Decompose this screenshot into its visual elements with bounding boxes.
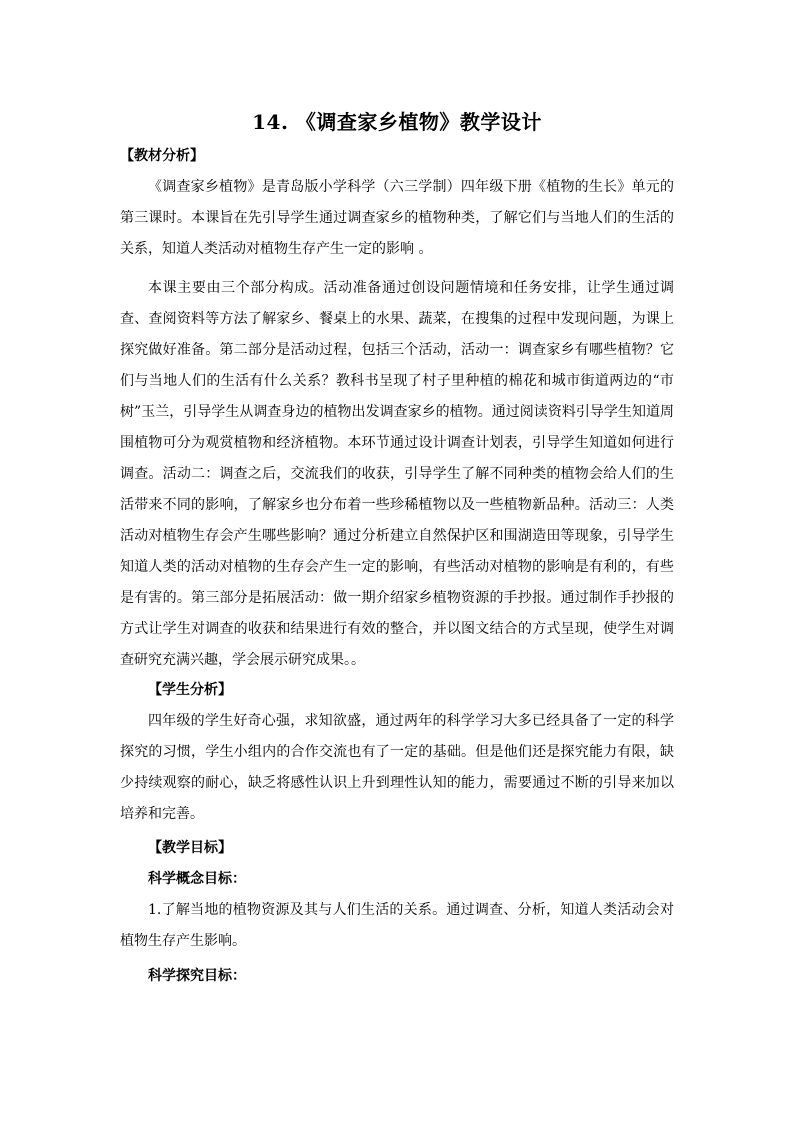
section-heading-goals: 【教学目标】: [148, 840, 232, 856]
section-heading-student: 【学生分析】: [148, 682, 232, 698]
section-heading-material: 【教材分析】: [120, 148, 204, 164]
material-paragraph-1: 《调查家乡植物》是青岛版小学科学（六三学制）四年级下册《植物的生长》单元的第三课时。本课旨在先引导学生通过调查家乡的植物种类，了解它们与当地人们的生活的关系，知道人类活动对植物生存产生一定的影响 。: [120, 179, 674, 257]
document-body: [120, 146, 674, 992]
goal-inquiry-heading: 科学探究目标：: [148, 968, 246, 984]
student-paragraph-1: 四年级的学生好奇心强，求知欲盛，通过两年的科学学习大多已经具备了一定的科学探究的习惯，学生小组内的合作交流也有了一定的基础。但是他们还是探究能力有限，缺少持续观察的耐心，缺乏将感性认识上升到理性认知的能力，需要通过不断的引导来加以培养和完善。: [120, 713, 674, 822]
goal-concept-item-1: 1.了解当地的植物资源及其与人们生活的关系。通过调查、分析，知道人类活动会对植物生存产生影响。: [120, 902, 674, 949]
goal-concept-heading: 科学概念目标：: [148, 871, 246, 887]
document-title: 14. 《调查家乡植物》教学设计: [252, 110, 542, 134]
material-paragraph-2: 本课主要由三个部分构成。活动准备通过创设问题情境和任务安排，让学生通过调查、查阅资料等方法了解家乡、餐桌上的水果、蔬菜，在搜集的过程中发现问题，为课上探究做好准备。第二部分是活动过程，包括三个活动，活动一：调查家乡有哪些植物？它们与当地人们的生活有什么关系？教科书呈现了村子里种植的棉花和城市街道两边的“市树”玉兰，引导学生从调查身边的植物出发调查家乡的植物。通过阅读资料引导学生知道周围植物可分为观赏植物和经济植物。本环节通过设计调查计划表，引导学生知道如何进行调查。活动二：调查之后，交流我们的收获，引导学生了解不同种类的植物会给人们的生活带来不同的影响，了解家乡也分布着一些珍稀植物以及一些植物新品种。活动三：人类活动对植物生存会产生哪些影响？通过分析建立自然保护区和围湖造田等现象，引导学生知道人类的活动对植物的生存会产生一定的影响，有些活动对植物的影响是有利的，有些是有害的。第三部分是拓展活动：做一期介绍家乡植物资源的手抄报。通过制作手抄报的方式让学生对调查的收获和结果进行有效的整合，并以图文结合的方式呈现，使学生对调查研究充满兴趣，学会展示研究成果。。: [120, 280, 674, 668]
